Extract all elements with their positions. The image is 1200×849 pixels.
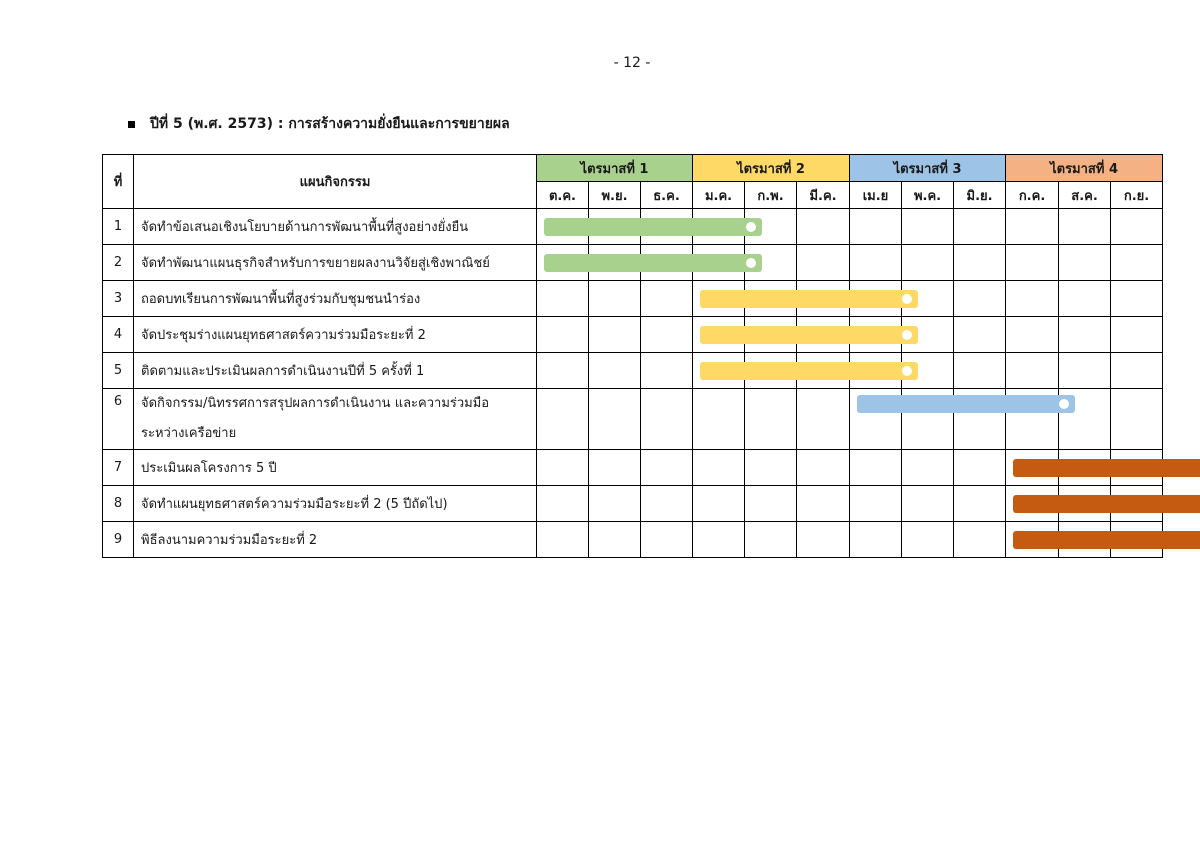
row-number: 1 [103, 209, 134, 245]
activity-name: ประเมินผลโครงการ 5 ปี [134, 450, 537, 486]
month-cell [797, 450, 850, 486]
month-cell [902, 486, 954, 522]
month-cell [745, 450, 797, 486]
month-cell [537, 486, 589, 522]
month-header: พ.ค. [902, 182, 954, 209]
page-number: - 12 - [613, 55, 651, 71]
table-row [103, 486, 1163, 522]
activity-name: จัดทำข้อเสนอเชิงนโยบายด้านการพัฒนาพื้นที่สูงอย่างยั่งยืน [134, 209, 537, 245]
activity-name: จัดประชุมร่างแผนยุทธศาสตร์ความร่วมมือระยะที่ 2 [134, 317, 537, 353]
month-cell [1111, 209, 1163, 245]
row-number: 9 [103, 522, 134, 558]
month-cell [850, 389, 902, 450]
month-cell [850, 450, 902, 486]
month-cell [850, 209, 902, 245]
column-header-no: ที่ [103, 155, 134, 209]
month-cell [1006, 209, 1059, 245]
month-cell [1111, 281, 1163, 317]
month-header: พ.ย. [589, 182, 641, 209]
month-header: ม.ค. [693, 182, 745, 209]
month-cell [641, 522, 693, 558]
month-cell [954, 486, 1006, 522]
month-cell [589, 522, 641, 558]
schedule-bar [1013, 495, 1200, 513]
month-cell [641, 317, 693, 353]
activity-schedule-table [102, 154, 1163, 558]
month-cell [641, 486, 693, 522]
month-cell [693, 281, 745, 317]
month-cell [537, 245, 589, 281]
month-cell [641, 353, 693, 389]
month-cell [1059, 209, 1111, 245]
quarter-header-row [103, 155, 1163, 182]
month-cell [1059, 281, 1111, 317]
month-cell [693, 522, 745, 558]
month-header: ต.ค. [537, 182, 589, 209]
schedule-bar [700, 290, 918, 308]
month-cell [589, 317, 641, 353]
month-cell [1006, 281, 1059, 317]
month-header: ส.ค. [1059, 182, 1111, 209]
schedule-bar [857, 395, 1075, 413]
month-cell [745, 522, 797, 558]
schedule-bar [700, 362, 918, 380]
activity-rows [103, 209, 1163, 558]
month-cell [850, 486, 902, 522]
activity-name: ติดตามและประเมินผลการดำเนินงานปีที่ 5 ครั้งที่ 1 [134, 353, 537, 389]
month-cell [797, 522, 850, 558]
month-cell [745, 486, 797, 522]
table-row [103, 450, 1163, 486]
activity-name: พิธีลงนามความร่วมมือระยะที่ 2 [134, 522, 537, 558]
month-cell [1006, 245, 1059, 281]
schedule-bar [544, 254, 762, 272]
table-row [103, 522, 1163, 558]
month-cell [797, 245, 850, 281]
schedule-bar [544, 218, 762, 236]
month-cell [1006, 317, 1059, 353]
row-number: 6 [103, 389, 134, 450]
month-cell [902, 245, 954, 281]
month-header: มี.ค. [797, 182, 850, 209]
month-cell [1111, 389, 1163, 450]
month-cell [954, 317, 1006, 353]
square-bullet-icon [128, 121, 135, 128]
month-cell [797, 209, 850, 245]
row-number: 4 [103, 317, 134, 353]
month-cell [1111, 245, 1163, 281]
row-number: 3 [103, 281, 134, 317]
month-cell [537, 389, 589, 450]
row-number: 8 [103, 486, 134, 522]
section-heading [128, 113, 510, 135]
month-cell [693, 353, 745, 389]
month-cell [1059, 245, 1111, 281]
activity-name: จัดกิจกรรม/นิทรรศการสรุปผลการดำเนินงาน และความร่วมมือระหว่างเครือข่าย [134, 389, 537, 450]
month-cell [1059, 353, 1111, 389]
month-cell [537, 209, 589, 245]
month-header: ก.พ. [745, 182, 797, 209]
month-cell [954, 450, 1006, 486]
month-cell [954, 209, 1006, 245]
month-cell [902, 209, 954, 245]
quarter-3-header: ไตรมาสที่ 3 [850, 155, 1006, 182]
month-cell [641, 281, 693, 317]
column-header-activity: แผนกิจกรรม [134, 155, 537, 209]
month-cell [589, 450, 641, 486]
month-header: ธ.ค. [641, 182, 693, 209]
month-cell [1111, 317, 1163, 353]
month-cell [537, 353, 589, 389]
month-cell [954, 522, 1006, 558]
table-row [103, 209, 1163, 245]
schedule-bar [1013, 459, 1200, 477]
table-row [103, 353, 1163, 389]
month-header: ก.ย. [1111, 182, 1163, 209]
month-cell [745, 389, 797, 450]
month-cell [954, 353, 1006, 389]
table-row [103, 317, 1163, 353]
row-number: 5 [103, 353, 134, 389]
activity-name: จัดทำแผนยุทธศาสตร์ความร่วมมือระยะที่ 2 (5 ปีถัดไป) [134, 486, 537, 522]
month-cell [589, 486, 641, 522]
month-cell [797, 389, 850, 450]
month-cell [537, 281, 589, 317]
quarter-1-header: ไตรมาสที่ 1 [537, 155, 693, 182]
month-cell [641, 389, 693, 450]
month-cell [1006, 450, 1059, 486]
table-row [103, 389, 1163, 450]
activity-name: จัดทำพัฒนาแผนธุรกิจสำหรับการขยายผลงานวิจัยสู่เชิงพาณิชย์ [134, 245, 537, 281]
month-cell [1111, 353, 1163, 389]
month-cell [693, 486, 745, 522]
schedule-bar [700, 326, 918, 344]
month-cell [902, 522, 954, 558]
month-header: เม.ย [850, 182, 902, 209]
quarter-2-header: ไตรมาสที่ 2 [693, 155, 850, 182]
row-number: 2 [103, 245, 134, 281]
month-header: มิ.ย. [954, 182, 1006, 209]
month-cell [797, 486, 850, 522]
section-heading-text: ปีที่ 5 (พ.ศ. 2573) : การสร้างความยั่งยืนและการขยายผล [150, 116, 510, 132]
month-cell [902, 450, 954, 486]
month-cell [954, 281, 1006, 317]
month-cell [1006, 486, 1059, 522]
month-cell [850, 245, 902, 281]
month-cell [537, 450, 589, 486]
month-cell [954, 245, 1006, 281]
activity-name: ถอดบทเรียนการพัฒนาพื้นที่สูงร่วมกับชุมชนนำร่อง [134, 281, 537, 317]
month-cell [1006, 522, 1059, 558]
schedule-bar [1013, 531, 1200, 549]
row-number: 7 [103, 450, 134, 486]
month-cell [693, 389, 745, 450]
month-cell [693, 317, 745, 353]
month-cell [850, 522, 902, 558]
month-cell [537, 317, 589, 353]
month-cell [589, 389, 641, 450]
month-cell [641, 450, 693, 486]
month-cell [1006, 353, 1059, 389]
table-row [103, 281, 1163, 317]
month-cell [1059, 317, 1111, 353]
quarter-4-header: ไตรมาสที่ 4 [1006, 155, 1163, 182]
table-row [103, 245, 1163, 281]
month-cell [589, 353, 641, 389]
month-header: ก.ค. [1006, 182, 1059, 209]
month-cell [693, 450, 745, 486]
month-cell [537, 522, 589, 558]
month-cell [589, 281, 641, 317]
